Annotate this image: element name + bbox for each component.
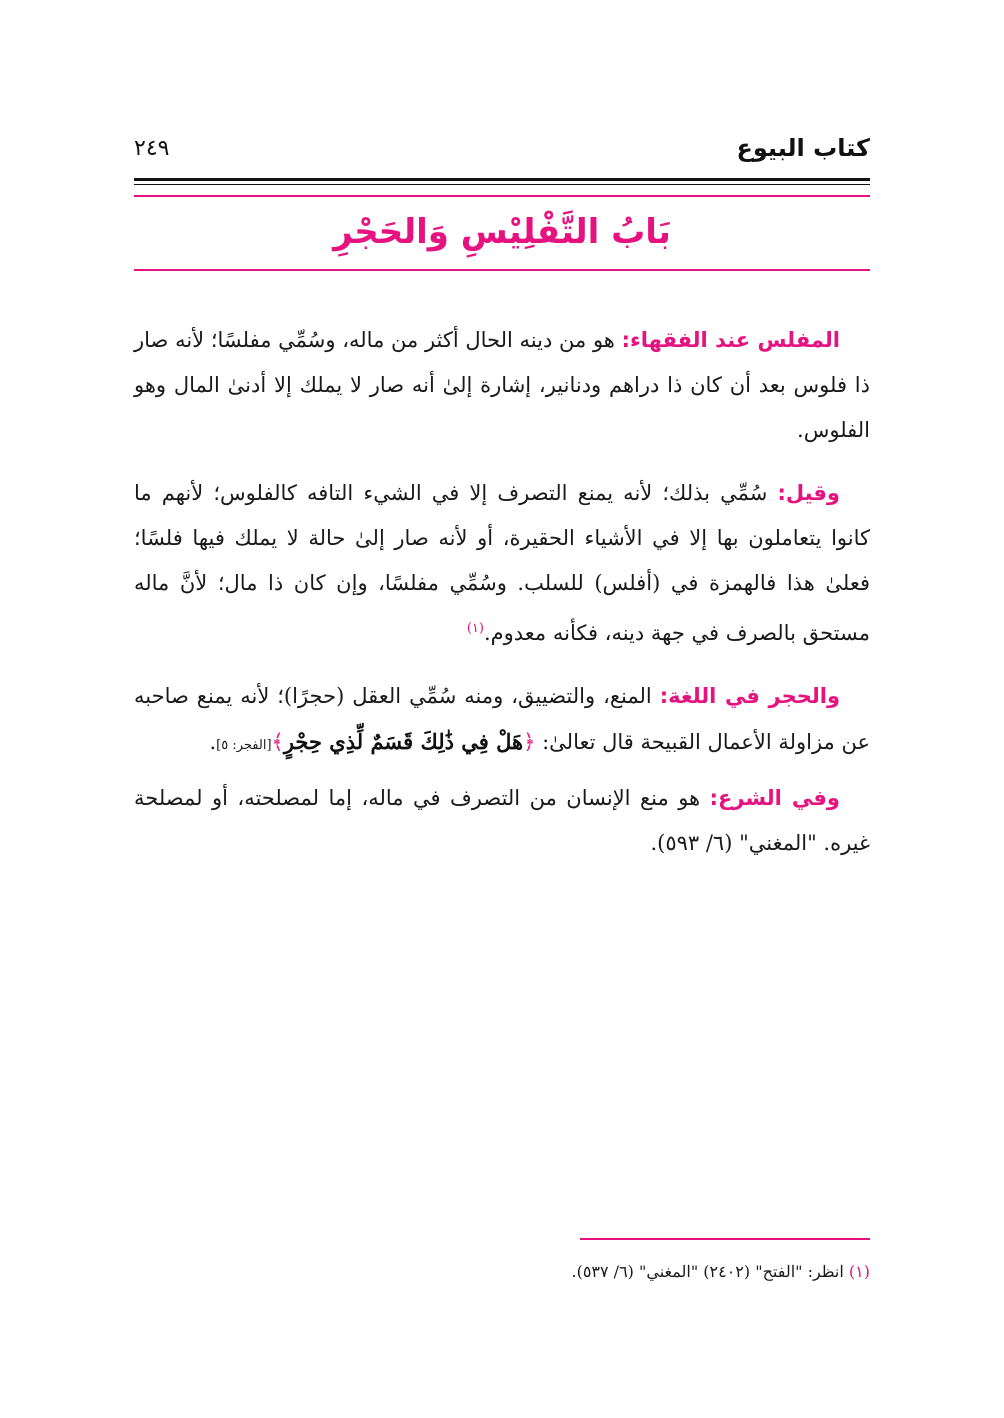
quran-open-bracket: ﴿ xyxy=(523,730,536,754)
paragraph-hajr-sharia xyxy=(134,776,870,866)
footnote-text: انظر: "الفتح" (٢٤٠٢) "المغني" (٦/ ٥٣٧). xyxy=(571,1262,849,1281)
chapter-rule-top xyxy=(134,195,870,197)
header-rule-thick xyxy=(134,178,870,181)
paragraph-text: سُمِّي بذلك؛ لأنه يمنع التصرف إلا في الشيء التافه كالفلوس؛ لأنهم ما كانوا يتعاملون بها إلا في الأشياء الحقيرة، أو لأنه صار إلىٰ حالة لا يملك فيها فلسًا؛ فعلىٰ هذا فالهمزة في (أفلس) للسلب. وسُمِّي مفلسًا، وإن كان ذا مال؛ لأنَّ ماله مستحق بالصرف في جهة دينه، فكأنه معدوم. xyxy=(134,481,870,645)
term-label: وقيل: xyxy=(777,481,840,505)
paragraph-text: هو منع الإنسان من التصرف في ماله، إما لمصلحته، أو لمصلحة غيره. "المغني" (٦/ ٥٩٣). xyxy=(134,786,870,855)
paragraph-text: المنع، والتضييق، ومنه سُمِّي العقل (حجرًا)؛ لأنه يمنع صاحبه عن مزاولة الأعمال القبيحة قال تعالىٰ: xyxy=(134,684,870,754)
book-title: كتاب البيوع xyxy=(736,134,870,162)
footnote-number: (١) xyxy=(848,1262,870,1281)
page-number: ٢٤٩ xyxy=(134,135,170,161)
paragraph-tail: . xyxy=(209,730,217,754)
header-rule-thin xyxy=(134,184,870,185)
footnote xyxy=(134,1258,870,1286)
footnote-reference[interactable]: (١) xyxy=(466,621,484,636)
chapter-title: بَابُ التَّفْلِيْسِ وَالحَجْرِ xyxy=(333,212,671,252)
paragraph-text: هو من دينه الحال أكثر من ماله، وسُمِّي مفلسًا؛ لأنه صار ذا فلوس بعد أن كان ذا دراهم ودنانير، إشارة إلىٰ أنه صار لا يملك إلا أدنىٰ المال وهو الفلوس. xyxy=(134,328,870,442)
paragraph-hajr-language xyxy=(134,674,870,768)
quran-close-bracket: ﴾ xyxy=(271,730,284,754)
term-label: والحجر في اللغة: xyxy=(659,684,840,708)
paragraph-muflis-definition xyxy=(134,318,870,453)
quran-reference: [الفجر: ٥] xyxy=(216,738,272,753)
term-label: وفي الشرع: xyxy=(709,786,840,810)
main-content xyxy=(134,318,870,884)
page-header xyxy=(134,128,870,168)
term-label: المفلس عند الفقهاء: xyxy=(621,328,840,352)
paragraph-alternative-view xyxy=(134,471,870,656)
chapter-rule-bottom xyxy=(134,269,870,271)
quran-verse: هَلْ فِي ذَٰلِكَ قَسَمٌ لِّذِي حِجْرٍ xyxy=(283,729,524,754)
footnote-divider xyxy=(580,1238,870,1240)
